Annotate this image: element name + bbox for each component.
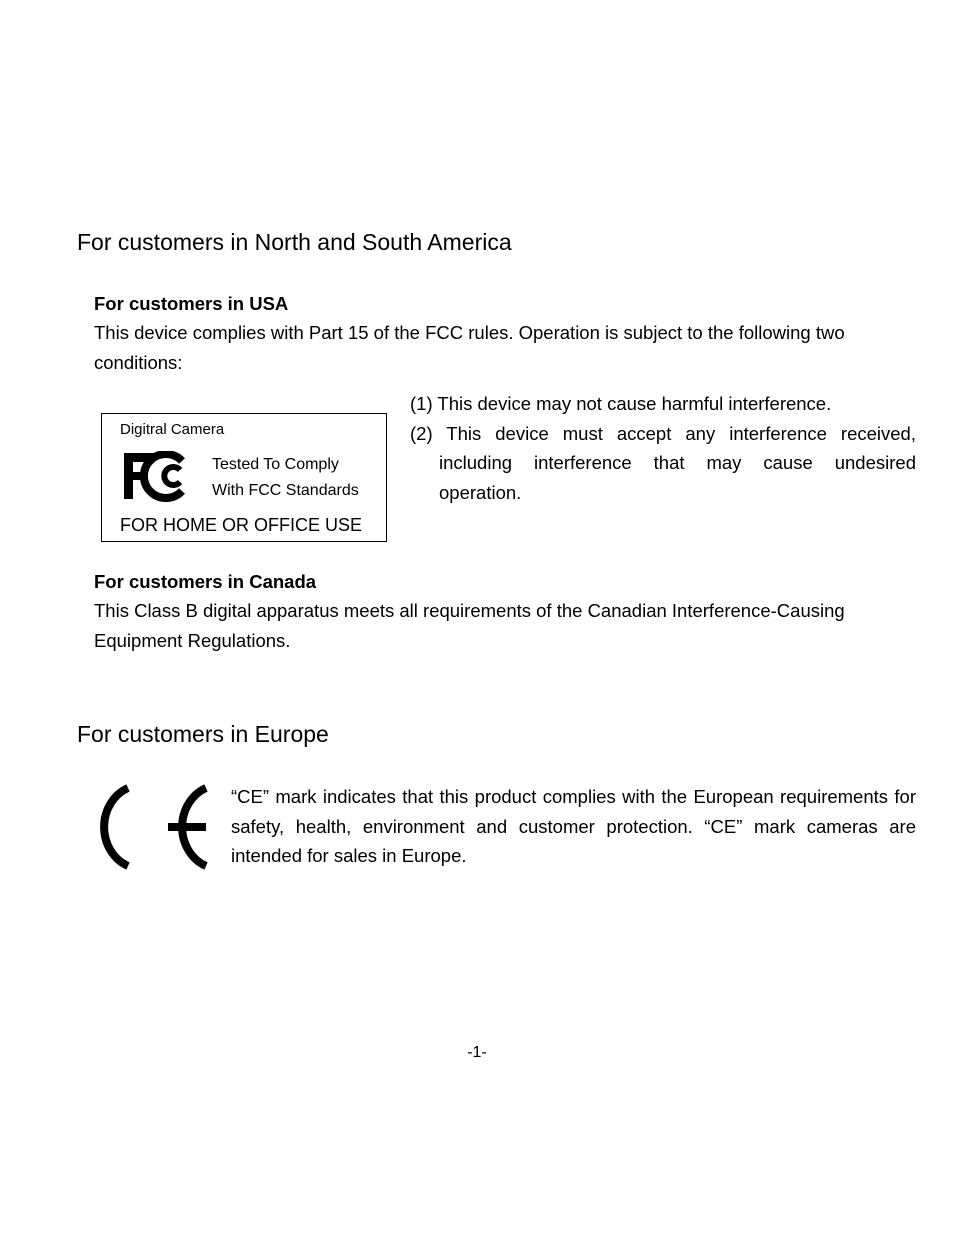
section-heading-europe: For customers in Europe [77, 721, 329, 747]
fcc-tested-line2: With FCC Standards [212, 482, 359, 499]
fcc-compliance-label [101, 413, 387, 542]
fcc-conditions-list [410, 389, 916, 507]
fcc-tested-text [212, 452, 359, 504]
ce-mark-icon [84, 780, 212, 879]
canada-text: This Class B digital apparatus meets all requirements of the Canadian Interference-Causing Equipment Regulations. [94, 600, 845, 651]
fcc-condition-1: (1) This device may not cause harmful interference. [410, 393, 832, 414]
fcc-label-title: Digitral Camera [120, 421, 225, 438]
fcc-logo-icon [122, 451, 190, 508]
ce-mark-text: “CE” mark indicates that this product complies with the European requirements for safety, health, environment and customer protection. “CE” mark cameras are intended for sales in Europe. [231, 786, 916, 866]
subheading-canada: For customers in Canada [94, 571, 317, 592]
usa-intro-text: This device complies with Part 15 of the FCC rules. Operation is subject to the following two conditions: [94, 322, 845, 373]
fcc-label-usage: FOR HOME OR OFFICE USE [120, 515, 363, 535]
fcc-tested-line1: Tested To Comply [212, 456, 339, 473]
fcc-condition-2: (2) This device must accept any interference received, including interference that may cause undesired operation. [410, 422, 916, 503]
page-number: -1- [467, 1044, 487, 1061]
subheading-usa: For customers in USA [94, 293, 289, 314]
section-heading-americas: For customers in North and South America [77, 229, 512, 255]
